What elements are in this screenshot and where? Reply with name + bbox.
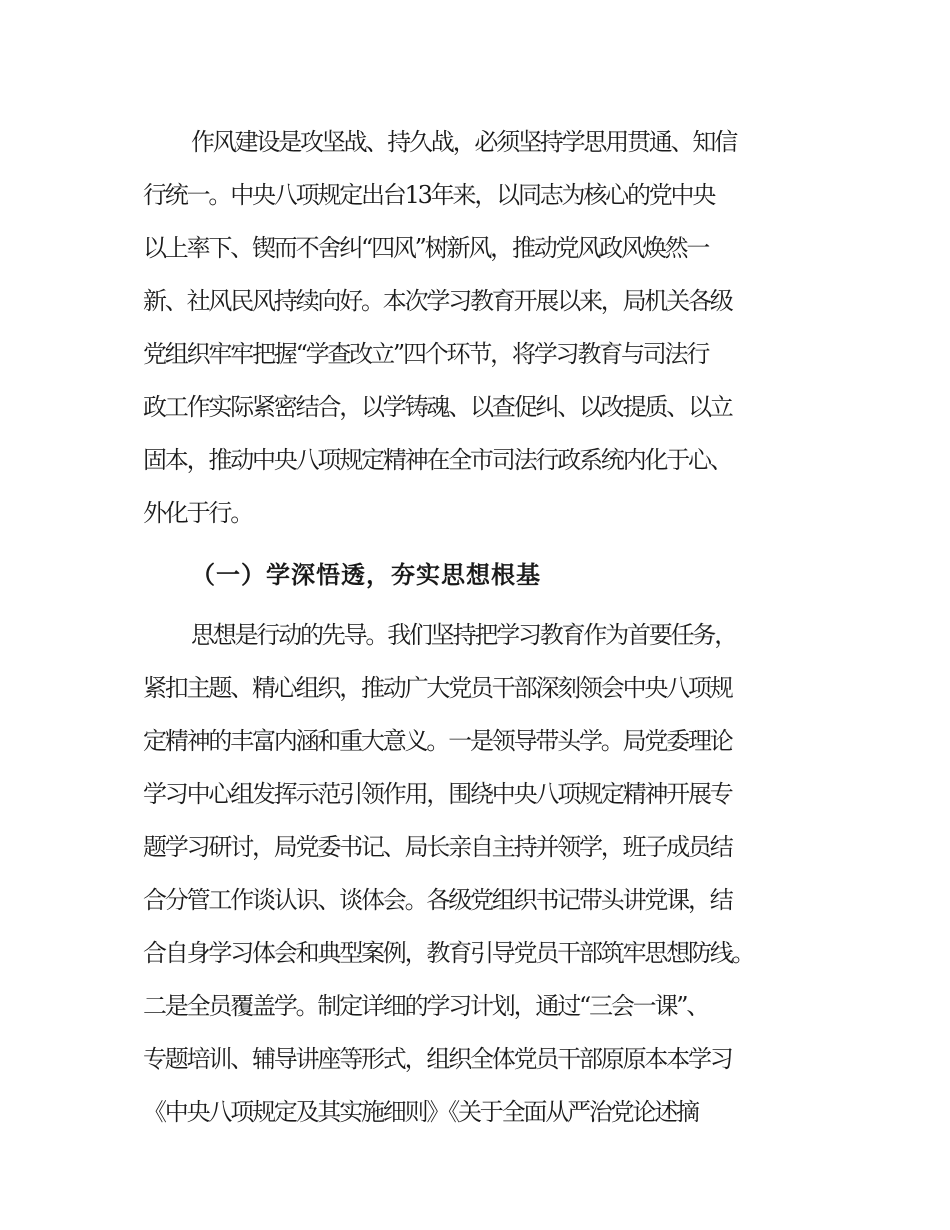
paragraph-2-line-2: 紧扣主题、精心组织，推动广大党员干部深刻领会中央八项规 [143,674,732,702]
paragraph-1-line-6: 政工作实际紧密结合，以学铸魂、以查促纠、以改提质、以立 [143,393,732,421]
paragraph-2-line-3: 定精神的丰富内涵和重大意义。一是领导带头学。局党委理论 [143,727,732,755]
paragraph-1-line-2: 行统一。中央八项规定出台13年来，以同志为核心的党中央 [143,181,715,209]
paragraph-1-line-7: 固本，推动中央八项规定精神在全市司法行政系统内化于心、 [143,446,732,474]
paragraph-2-line-5: 题学习研讨，局党委书记、局长亲自主持并领学，班子成员结 [143,833,732,861]
paragraph-1-line-8: 外化于行。 [143,499,252,527]
paragraph-1-line-5: 党组织牢牢把握“学查改立”四个环节，将学习教育与司法行 [143,340,709,368]
paragraph-1-line-3: 以上率下、锲而不舍纠“四风”树新风，推动党风政风焕然一 [143,234,709,262]
section-heading: （一）学深悟透，夯实思想根基 [191,561,541,589]
paragraph-2-line-10: 《中央八项规定及其实施细则》《关于全面从严治党论述摘 [143,1098,698,1126]
paragraph-1-line-4: 新、社风民风持续向好。本次学习教育开展以来，局机关各级 [143,287,732,315]
paragraph-2-line-1: 思想是行动的先导。我们坚持把学习教育作为首要任务， [191,621,736,649]
paragraph-2-line-4: 学习中心组发挥示范引领作用，围绕中央八项规定精神开展专 [143,780,732,808]
paragraph-2-line-8: 二是全员覆盖学。制定详细的学习计划，通过“三会一课”、 [143,992,709,1020]
paragraph-2-line-7: 合自身学习体会和典型案例，教育引导党员干部筑牢思想防线。 [143,939,754,967]
paragraph-2-line-9: 专题培训、辅导讲座等形式，组织全体党员干部原原本本学习 [143,1045,732,1073]
paragraph-2-line-6: 合分管工作谈认识、谈体会。各级党组织书记带头讲党课，结 [143,886,732,914]
paragraph-1-line-1: 作风建设是攻坚战、持久战，必须坚持学思用贯通、知信 [191,128,736,156]
